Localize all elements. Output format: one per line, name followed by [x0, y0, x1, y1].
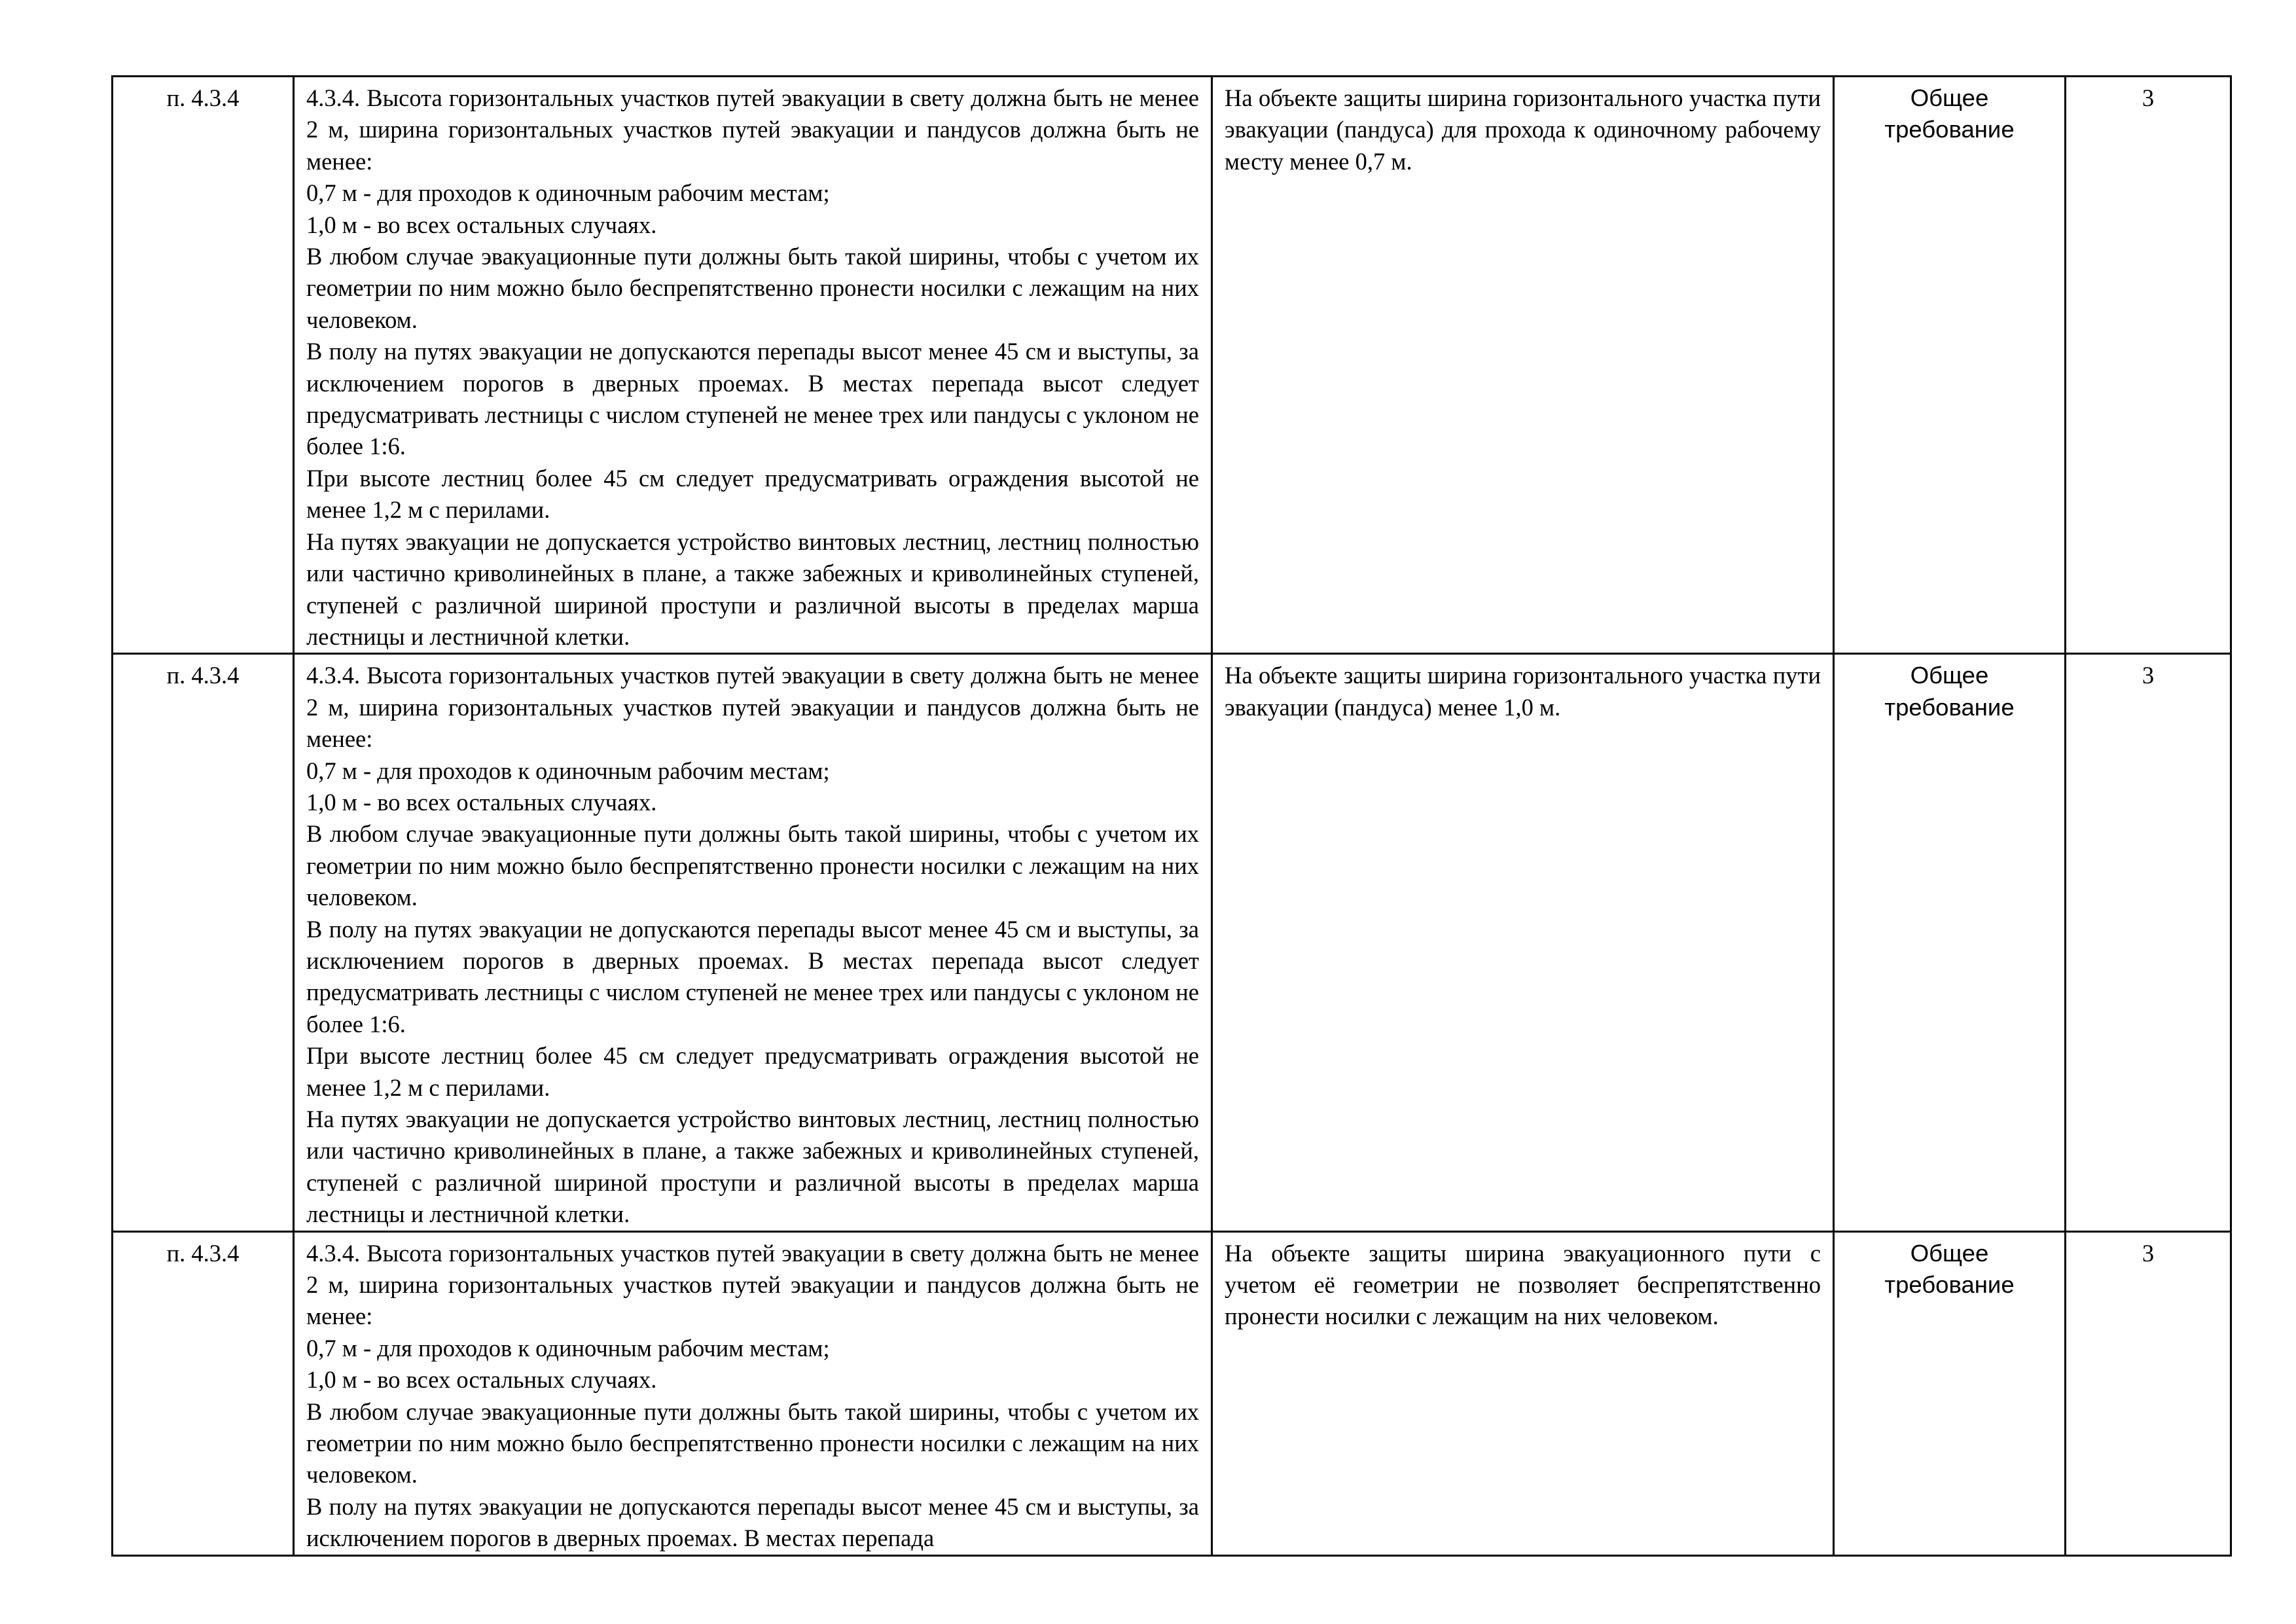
norm-paragraph: В любом случае эвакуационные пути должны быть такой ширины, чтобы с учетом их геометрии по ним можно было беспрепятственно пронести носилки с лежащим на них человеком. [306, 820, 1199, 911]
violation-cell: На объекте защиты ширина эвакуационного пути с учетом её геометрии не позволяет беспрепятственно пронести носилки с лежащим на них человеком. [1212, 1231, 1834, 1555]
table-row [113, 77, 2231, 654]
norm-paragraph: В полу на путях эвакуации не допускаются перепады высот менее 45 см и выступы, за исключением порогов в дверных проемах. В местах перепада высот следует предусматривать лестницы с числом ступеней не менее трех или пандусы с уклоном не более 1:6. [306, 915, 1199, 1038]
norm-paragraph: На путях эвакуации не допускается устройство винтовых лестниц, лестниц полностью или частично криволинейных в плане, а также забежных и криволинейных ступеней, ступеней с различной шириной проступи и различной высоты в пределах марша лестницы и лестничной клетки. [306, 528, 1199, 650]
table-row [113, 654, 2231, 1231]
requirement-type-cell: Общее требование [1834, 1231, 2066, 1555]
norm-paragraph: 0,7 м - для проходов к одиночным рабочим местам; [306, 179, 830, 207]
norm-paragraph: В полу на путях эвакуации не допускаются перепады высот менее 45 см и выступы, за исключением порогов в дверных проемах. В местах перепада высот следует предусматривать лестницы с числом ступеней не менее трех или пандусы с уклоном не более 1:6. [306, 338, 1199, 460]
norm-paragraph: 4.3.4. Высота горизонтальных участков путей эвакуации в свету должна быть не менее 2 м, ширина горизонтальных участков путей эвакуации и пандусов должна быть не менее: [306, 662, 1199, 753]
requirements-table [111, 75, 2232, 1557]
norm-paragraph: В полу на путях эвакуации не допускаются перепады высот менее 45 см и выступы, за исключением порогов в дверных проемах. В местах перепада [306, 1492, 1199, 1552]
norm-paragraph: На путях эвакуации не допускается устройство винтовых лестниц, лестниц полностью или частично криволинейных в плане, а также забежных и криволинейных ступеней, ступеней с различной шириной проступи и различной высоты в пределах марша лестницы и лестничной клетки. [306, 1106, 1199, 1228]
norm-text-cell [294, 77, 1212, 654]
requirement-type-cell: Общее требование [1834, 77, 2066, 654]
number-cell: 3 [2066, 1231, 2231, 1555]
norm-paragraph: 1,0 м - во всех остальных случаях. [306, 788, 657, 816]
norm-paragraph: 0,7 м - для проходов к одиночным рабочим местам; [306, 1334, 830, 1362]
norm-paragraph: 0,7 м - для проходов к одиночным рабочим местам; [306, 757, 830, 784]
norm-paragraph: В любом случае эвакуационные пути должны быть такой ширины, чтобы с учетом их геометрии по ним можно было беспрепятственно пронести носилки с лежащим на них человеком. [306, 1398, 1199, 1489]
norm-paragraph: 4.3.4. Высота горизонтальных участков путей эвакуации в свету должна быть не менее 2 м, ширина горизонтальных участков путей эвакуации и пандусов должна быть не менее: [306, 1239, 1199, 1330]
clause-cell: п. 4.3.4 [113, 1231, 294, 1555]
norm-paragraph: В любом случае эвакуационные пути должны быть такой ширины, чтобы с учетом их геометрии по ним можно было беспрепятственно пронести носилки с лежащим на них человеком. [306, 243, 1199, 333]
requirement-type-cell: Общее требование [1834, 654, 2066, 1231]
norm-text-cell [294, 1231, 1212, 1555]
norm-text-cell [294, 654, 1212, 1231]
norm-paragraph: При высоте лестниц более 45 см следует предусматривать ограждения высотой не менее 1,2 м с перилами. [306, 1042, 1199, 1101]
norm-paragraph: 4.3.4. Высота горизонтальных участков путей эвакуации в свету должна быть не менее 2 м, ширина горизонтальных участков путей эвакуации и пандусов должна быть не менее: [306, 84, 1199, 175]
table-row [113, 1231, 2231, 1555]
number-cell: 3 [2066, 654, 2231, 1231]
violation-cell: На объекте защиты ширина горизонтального участка пути эвакуации (пандуса) для прохода к одиночному рабочему месту менее 0,7 м. [1212, 77, 1834, 654]
norm-paragraph: 1,0 м - во всех остальных случаях. [306, 211, 657, 238]
clause-cell: п. 4.3.4 [113, 77, 294, 654]
clause-cell: п. 4.3.4 [113, 654, 294, 1231]
violation-cell: На объекте защиты ширина горизонтального участка пути эвакуации (пандуса) менее 1,0 м. [1212, 654, 1834, 1231]
norm-paragraph: При высоте лестниц более 45 см следует предусматривать ограждения высотой не менее 1,2 м с перилами. [306, 464, 1199, 524]
norm-paragraph: 1,0 м - во всех остальных случаях. [306, 1366, 657, 1394]
number-cell: 3 [2066, 77, 2231, 654]
